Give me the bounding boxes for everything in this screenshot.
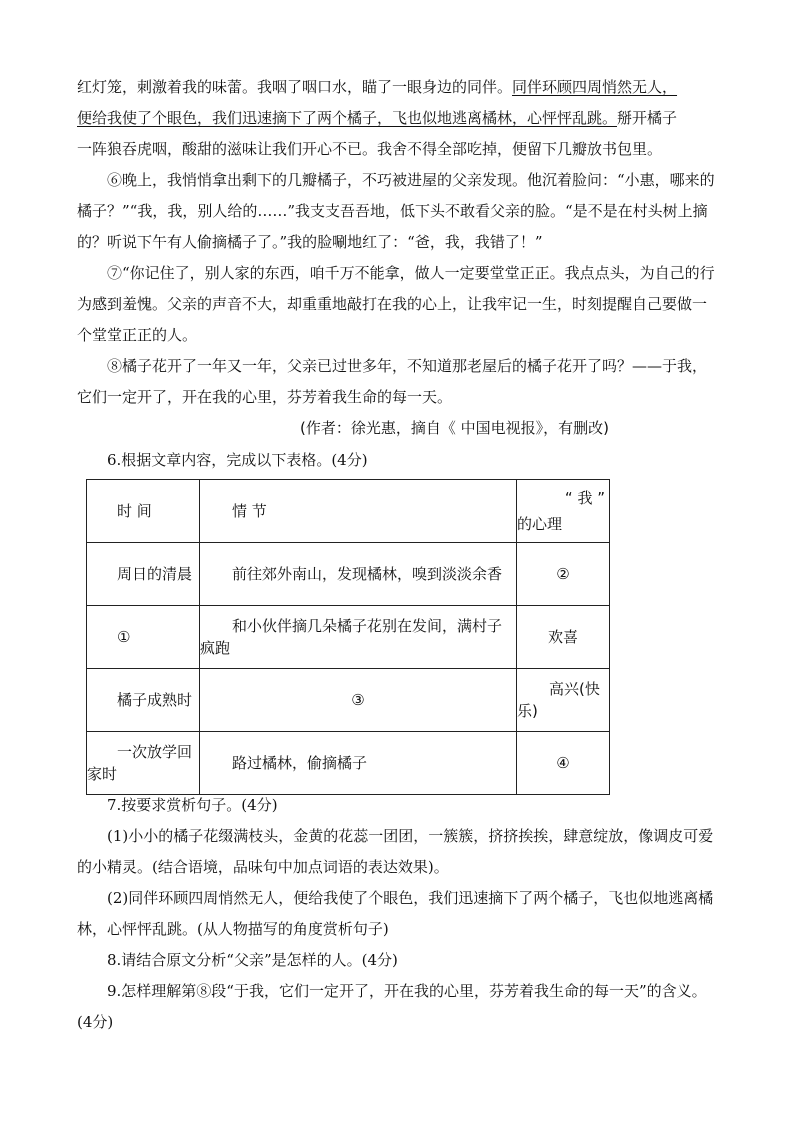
paragraph-6: ⑥晚上，我悄悄拿出剩下的几瓣橘子，不巧被进屋的父亲发现。他沉着脸问：“小惠，哪来的橘子？”“我，我，别人给的……”我支支吾吾地，低下头不敢看父亲的脸。“是不是在村头树上摘的？听说下午有人偷摘橘子了。”我的脸唰地红了：“爸，我，我错了！”	[77, 171, 715, 251]
cell-time: ①	[87, 606, 200, 669]
plot-table	[86, 479, 610, 795]
article-line-3: 一阵狼吞虎咽，酸甜的滋味让我们开心不已。我舍不得全部吃掉，便留下几瓣放书包里。	[77, 140, 663, 158]
cell-mood: 高兴(快乐)	[517, 669, 610, 732]
cell-time: 一次放学回家时	[87, 732, 200, 795]
cell-plot: 路过橘林，偷摘橘子	[200, 732, 517, 795]
question-7-part-1: (1)小小的橘子花缀满枝头，金黄的花蕊一团团，一簇簇，挤挤挨挨，肆意绽放，像调皮可爱的小精灵。(结合语境，品味句中加点词语的表达效果)。	[77, 827, 714, 876]
cell-plot: 和小伙伴摘几朵橘子花别在发间，满村子疯跑	[200, 606, 517, 669]
cell-plot: 前往郊外南山，发现橘林，嗅到淡淡余香	[200, 543, 517, 606]
paragraph-8: ⑧橘子花开了一年又一年，父亲已过世多年，不知道那老屋后的橘子花开了吗？——于我，它们一定开了，开在我的心里，芬芳着我生命的每一天。	[77, 357, 708, 406]
question-8: 8.请结合原文分析“父亲”是怎样的人。(4分)	[107, 951, 398, 969]
question-7: 7.按要求赏析句子。(4分)	[107, 796, 278, 814]
header-plot: 情 节	[200, 480, 517, 543]
cell-plot: ③	[200, 669, 517, 732]
table-header-row	[87, 480, 610, 543]
table-row	[87, 606, 610, 669]
underlined-sentence-part-1: 同伴环顾四周悄然无人，	[512, 78, 678, 96]
article-text: 掰开橘子	[617, 109, 678, 127]
question-9: 9.怎样理解第⑧段“于我，它们一定开了，开在我的心里，芬芳着我生命的每一天”的含义。(4分)	[77, 982, 707, 1031]
cell-time: 橘子成熟时	[87, 669, 200, 732]
question-7-part-2: (2)同伴环顾四周悄然无人，便给我使了个眼色，我们迅速摘下了两个橘子，飞也似地逃离橘林，心怦怦乱跳。(从人物描写的角度赏析句子)	[77, 889, 714, 938]
cell-mood: ②	[517, 543, 610, 606]
cell-mood: 欢喜	[517, 606, 610, 669]
table-row	[87, 543, 610, 606]
table-row	[87, 732, 610, 795]
header-time: 时 间	[87, 480, 200, 543]
paragraph-7: ⑦“你记住了，别人家的东西，咱千万不能拿，做人一定要堂堂正正。我点点头，为自己的行为感到羞愧。父亲的声音不大，却重重地敲打在我的心上，让我牢记一生，时刻提醒自己要做一个堂堂正正的人。	[77, 264, 715, 344]
source-credit: (作者：徐光惠，摘自《 中国电视报》，有删改)	[300, 419, 609, 437]
table-row	[87, 669, 610, 732]
article-line-2	[77, 103, 719, 134]
question-6: 6.根据文章内容，完成以下表格。(4分)	[107, 451, 368, 469]
article-text: 红灯笼，刺激着我的味蕾。我咽了咽口水，瞄了一眼身边的同伴。	[77, 78, 513, 96]
article-line-1	[77, 72, 719, 103]
cell-mood: ④	[517, 732, 610, 795]
cell-time: 周日的清晨	[87, 543, 200, 606]
underlined-sentence-part-2: 便给我使了个眼色，我们迅速摘下了两个橘子，飞也似地逃离橘林，心怦怦乱跳。	[77, 109, 618, 127]
header-mood: “ 我 ” 的心理	[517, 480, 610, 543]
